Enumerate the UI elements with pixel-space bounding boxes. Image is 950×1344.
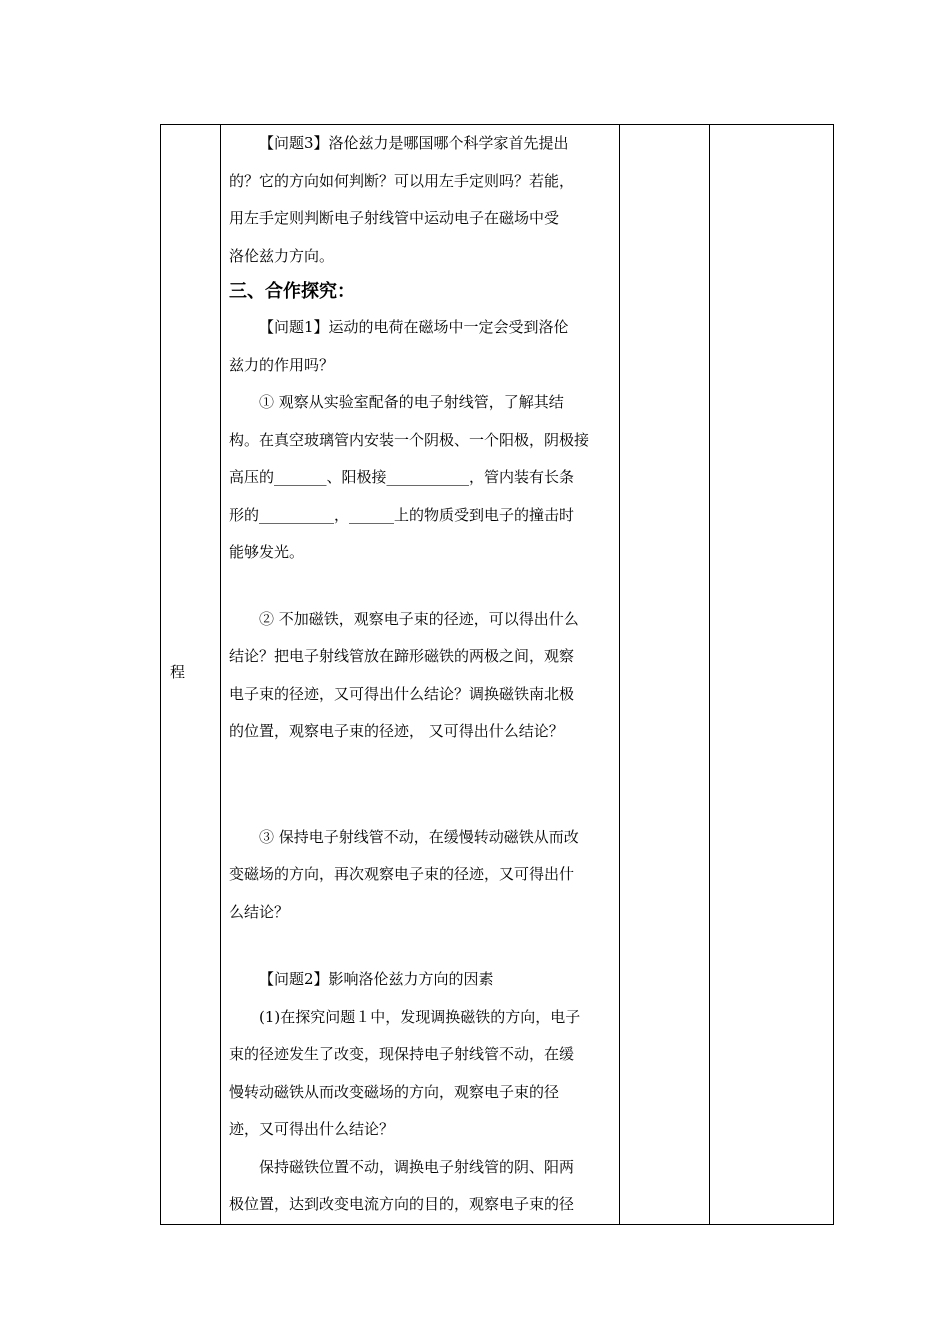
lesson-table	[160, 124, 834, 1225]
obs3-line-1: ③ 保持电子射线管不动，在缓慢转动磁铁从而改	[259, 827, 579, 846]
q1-line-1: 【问题1】运动的电荷在磁场中一定会受到洛伦	[259, 318, 569, 336]
obs3-line-2: 变磁场的方向，再次观察电子束的径迹，又可得出什	[229, 865, 575, 883]
obs3-line-3: 么结论？	[229, 902, 290, 921]
obs1-line-1: ① 观察从实验室配备的电子射线管，了解其结	[259, 393, 564, 411]
q2-part1-line-1: (1)在探究问题１中，发现调换磁铁的方向，电子	[259, 1007, 581, 1026]
obs1-line-2: 构。在真空玻璃管内安装一个阴极、一个阳极，阴极接	[229, 430, 590, 449]
q2-part1-line-2: 束的径迹发生了改变，现保持电子射线管不动，在缓	[229, 1045, 575, 1063]
obs2-line-2: 结论？把电子射线管放在蹄形磁铁的两极之间，观察	[229, 647, 575, 665]
spacer	[229, 572, 613, 601]
empty-cell-notes	[620, 125, 710, 1225]
obs1-line-3: 高压的_______、阳极接___________，管内装有长条	[229, 468, 575, 486]
q2-part2-line-1: 保持磁铁位置不动，调换电子射线管的阴、阳两	[259, 1157, 575, 1176]
q1-line-2: 兹力的作用吗？	[229, 355, 335, 374]
spacer	[229, 751, 613, 819]
q3-line-1: 【问题3】洛伦兹力是哪国哪个科学家首先提出	[259, 134, 569, 152]
table-row	[161, 125, 834, 1225]
q3-line-2: 的？它的方向如何判断？可以用左手定则吗？若能，	[229, 171, 575, 190]
content-body	[221, 125, 619, 1224]
q2-part2-line-2: 极位置，达到改变电流方向的目的，观察电子束的径	[229, 1195, 575, 1213]
obs2-line-3: 电子束的径迹，又可得出什么结论？调换磁铁南北极	[229, 684, 575, 703]
q2-part1-line-3: 慢转动磁铁从而改变磁场的方向，观察电子束的径	[229, 1082, 560, 1101]
stage-label: 程	[170, 662, 186, 681]
empty-cell-remarks	[710, 125, 834, 1225]
q2-line: 【问题2】影响洛伦兹力方向的因素	[259, 970, 494, 988]
content-cell	[221, 125, 620, 1225]
q3-line-3: 用左手定则判断电子射线管中运动电子在磁场中受	[229, 209, 560, 227]
obs2-line-4: 的位置，观察电子束的径迹， 又可得出什么结论？	[229, 722, 564, 740]
obs2-line-1: ② 不加磁铁，观察电子束的径迹，可以得出什么	[259, 609, 579, 628]
obs1-line-5: 能够发光。	[229, 543, 305, 561]
spacer	[229, 931, 613, 961]
q2-part1-line-4: 迹，又可得出什么结论？	[229, 1120, 395, 1138]
q3-line-4: 洛伦兹力方向。	[229, 246, 335, 265]
obs1-line-4: 形的__________，______上的物质受到电子的撞击时	[229, 505, 575, 524]
stage-label-cell	[161, 125, 221, 1225]
section-heading: 三、合作探究：	[229, 281, 355, 302]
